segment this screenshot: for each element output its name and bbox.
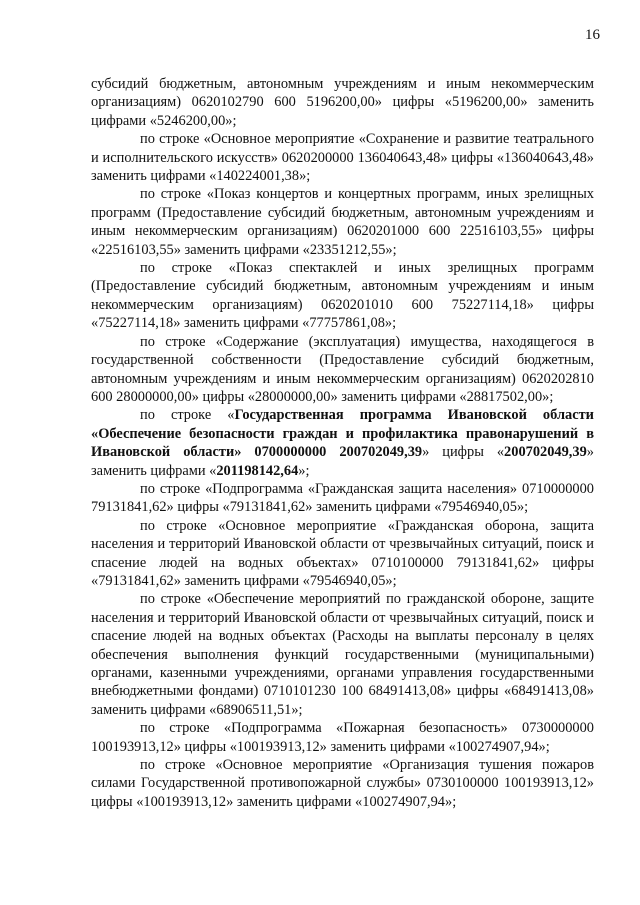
paragraph-5: по строке «Содержание (эксплуатация) имущества, находящегося в государственной собственности (Предоставление субсидий бюджетным, автономным учреждениям и иным некоммерческим организациям) 0620202810 600 28000000,00» цифры «28000000,00» заменить цифрами «28817502,00»;	[91, 333, 594, 405]
paragraph-8: по строке «Основное мероприятие «Гражданская оборона, защита населения и территорий Ивановской области от чрезвычайных ситуаций, поиск и спасение людей на водных объектах» 0710100000 79131841,62» цифры «79131841,62» заменить цифрами «79546940,05»;	[91, 517, 594, 589]
paragraph-2: по строке «Основное мероприятие «Сохранение и развитие театрального и исполнительского искусств» 0620200000 136040643,48» цифры «136040643,48» заменить цифрами «140224001,38»;	[91, 131, 594, 185]
paragraph-1: субсидий бюджетным, автономным учреждениям и иным некоммерческим организациям) 0620102790 600 5196200,00» цифры «5196200,00» заменить цифрами «5246200,00»;	[91, 76, 594, 129]
paragraph-6-program	[91, 406, 594, 480]
new-amount-bold: 201198142,64	[216, 462, 299, 479]
program-title-bold: Государственная программа Ивановской области «Обеспечение безопасности граждан и профилактика правонарушений в Ивановской области» 0700000000 200702049,39	[91, 407, 594, 461]
old-amount-bold: 200702049,39	[504, 444, 587, 461]
paragraph-6-mid-1: » цифры «	[422, 444, 505, 461]
paragraph-6-prefix: по строке «	[140, 407, 235, 424]
page-number: 16	[585, 27, 600, 43]
paragraph-10: по строке «Подпрограмма «Пожарная безопасность» 0730000000 100193913,12» цифры «100193913,12» заменить цифрами «100274907,94»;	[91, 720, 594, 755]
paragraph-6-mid-2: » заменить цифрами «	[91, 444, 594, 479]
paragraph-11: по строке «Основное мероприятие «Организация тушения пожаров силами Государственной противопожарной службы» 0730100000 100193913,12» цифры «100193913,12» заменить цифрами «100274907,94»;	[91, 757, 594, 810]
paragraph-4: по строке «Показ спектаклей и иных зрелищных программ (Предоставление субсидий бюджетным, автономным учреждениям и иным некоммерческим организациям) 0620201010 600 75227114,18» цифры «75227114,18» заменить цифрами «77757861,08»;	[91, 260, 594, 332]
paragraph-7: по строке «Подпрограмма «Гражданская защита населения» 0710000000 79131841,62» цифры «79131841,62» заменить цифрами «79546940,05»;	[91, 480, 594, 516]
paragraph-9: по строке «Обеспечение мероприятий по гражданской обороне, защите населения и территорий Ивановской области от чрезвычайных ситуаций, поиск и спасение людей на водных объектах (Расходы на выплаты персоналу в целях обеспечения выполнения функций государственными (муниципальными) органами, казенными учреждениями, органами управления государственными внебюджетными фондами) 0710101230 100 68491413,08» цифры «68491413,08» заменить цифрами «68906511,51»;	[91, 591, 594, 718]
document-body	[91, 75, 594, 811]
paragraph-6-suffix: »;	[298, 462, 310, 479]
paragraph-3: по строке «Показ концертов и концертных программ, иных зрелищных программ (Предоставление субсидий бюджетным, автономным учреждениям и иным некоммерческим организациям) 0620201000 600 22516103,55» цифры «22516103,55» заменить цифрами «23351212,55»;	[91, 186, 594, 258]
